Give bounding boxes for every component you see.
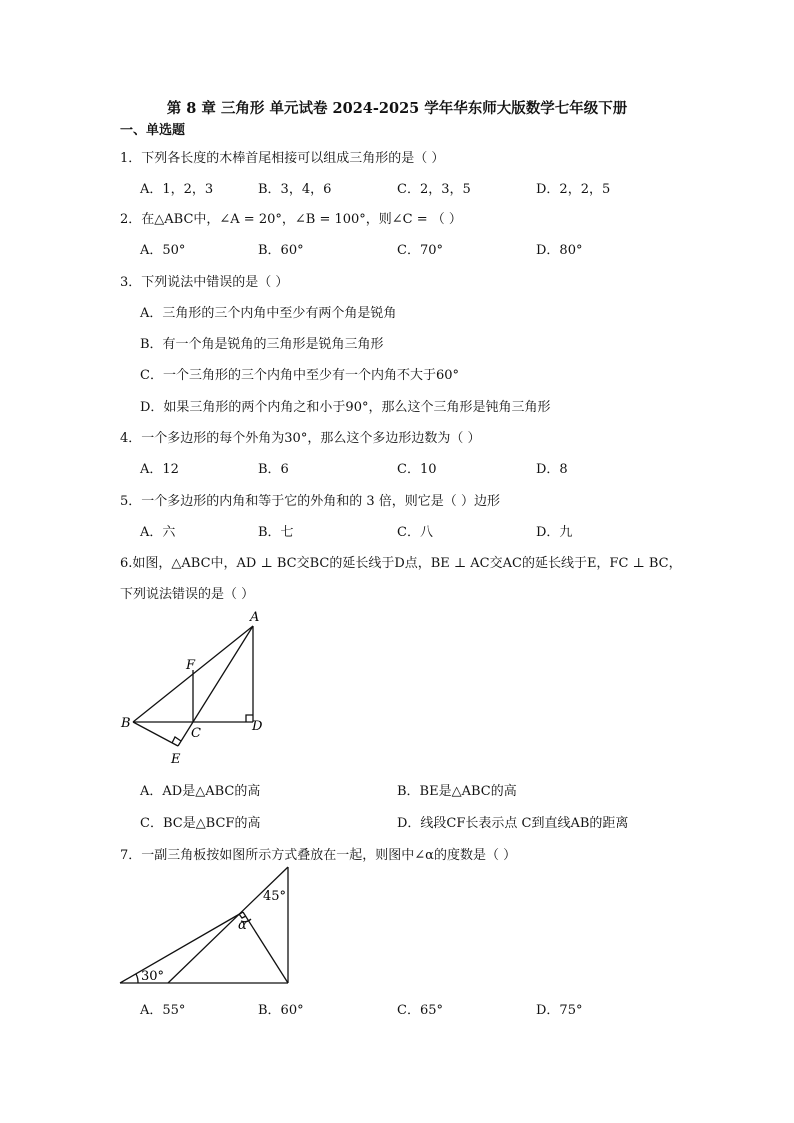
hypotenuse-45 [168,867,288,983]
question-4-option-c[interactable]: C．10 [397,462,437,477]
question-5-option-b[interactable]: B．七 [258,525,294,540]
line-be [133,722,178,746]
right-angle-mark-e [172,737,181,743]
hypotenuse-30 [120,912,243,983]
question-6-option-c[interactable]: C．BC是△BCF的高 [140,816,261,831]
question-3-option-a[interactable]: A．三角形的三个内角中至少有两个角是锐角 [140,306,397,321]
question-3-option-c[interactable]: C．一个三角形的三个内角中至少有一个内角不大于60° [140,368,459,383]
line-ae [178,626,253,746]
question-4-option-d[interactable]: D．8 [536,462,568,477]
question-2-option-a[interactable]: A．50° [140,243,186,258]
angle-label-45: 45° [263,889,287,904]
question-2-option-c[interactable]: C．70° [397,243,443,258]
question-3-stem: 3．下列说法中错误的是（ ） [120,275,289,290]
page-title: 第 8 章 三角形 单元试卷 2024-2025 学年华东师大版数学七年级下册 [166,100,628,117]
question-1-option-c[interactable]: C．2，3，5 [397,182,471,197]
figure-label-a: A [250,610,260,625]
question-7-option-c[interactable]: C．65° [397,1003,443,1018]
question-2-stem: 2．在△ABC中，∠A = 20°，∠B = 100°，则∠C = （ ） [120,212,462,227]
angle-label-30: 30° [141,969,165,984]
question-4-stem: 4．一个多边形的每个外角为30°，那么这个多边形边数为（ ） [120,431,481,446]
question-7-option-a[interactable]: A．55° [140,1003,186,1018]
angle-label-alpha: α [238,918,247,933]
arc-30 [136,974,138,983]
question-6-option-b[interactable]: B．BE是△ABC的高 [397,784,517,799]
question-4-option-b[interactable]: B．6 [258,462,289,477]
question-5-option-d[interactable]: D．九 [536,525,573,540]
section-heading: 一、单选题 [120,123,186,138]
figure-label-b: B [121,716,131,731]
question-1-option-a[interactable]: A．1，2，3 [140,182,214,197]
question-6-figure [110,605,290,775]
question-3-option-b[interactable]: B．有一个角是锐角的三角形是锐角三角形 [140,337,384,352]
question-1-option-b[interactable]: B．3，4，6 [258,182,332,197]
question-5-stem: 5．一个多边形的内角和等于它的外角和的 3 倍，则它是（ ）边形 [120,494,500,509]
question-1-stem: 1．下列各长度的木棒首尾相接可以组成三角形的是（ ） [120,151,445,166]
question-5-option-c[interactable]: C．八 [397,525,433,540]
figure-label-d: D [252,719,263,734]
question-6-option-d[interactable]: D．线段CF长表示点 C到直线AB的距离 [397,816,629,831]
question-4-option-a[interactable]: A．12 [140,462,179,477]
question-7-option-d[interactable]: D．75° [536,1003,583,1018]
question-6-stem-line-2: 下列说法错误的是（ ） [120,587,255,602]
question-3-option-d[interactable]: D．如果三角形的两个内角之和小于90°，那么这个三角形是钝角三角形 [140,400,551,415]
question-7-stem: 7．一副三角板按如图所示方式叠放在一起，则图中∠α的度数是（ ） [120,848,517,863]
question-2-option-d[interactable]: D．80° [536,243,583,258]
question-1-option-d[interactable]: D．2，2，5 [536,182,611,197]
question-7-option-b[interactable]: B．60° [258,1003,304,1018]
figure-label-c: C [191,726,201,741]
figure-label-f: F [186,658,196,673]
question-7-figure [110,862,310,992]
question-6-stem-line-1: 6.如图，△ABC中，AD ⊥ BC交BC的延长线于D点，BE ⊥ AC交AC的延长线于E，FC ⊥ BC， [120,556,682,571]
question-6-option-a[interactable]: A．AD是△ABC的高 [140,784,261,799]
triangle-30-side [243,912,288,983]
question-2-option-b[interactable]: B．60° [258,243,304,258]
question-5-option-a[interactable]: A．六 [140,525,176,540]
figure-label-e: E [171,752,181,767]
